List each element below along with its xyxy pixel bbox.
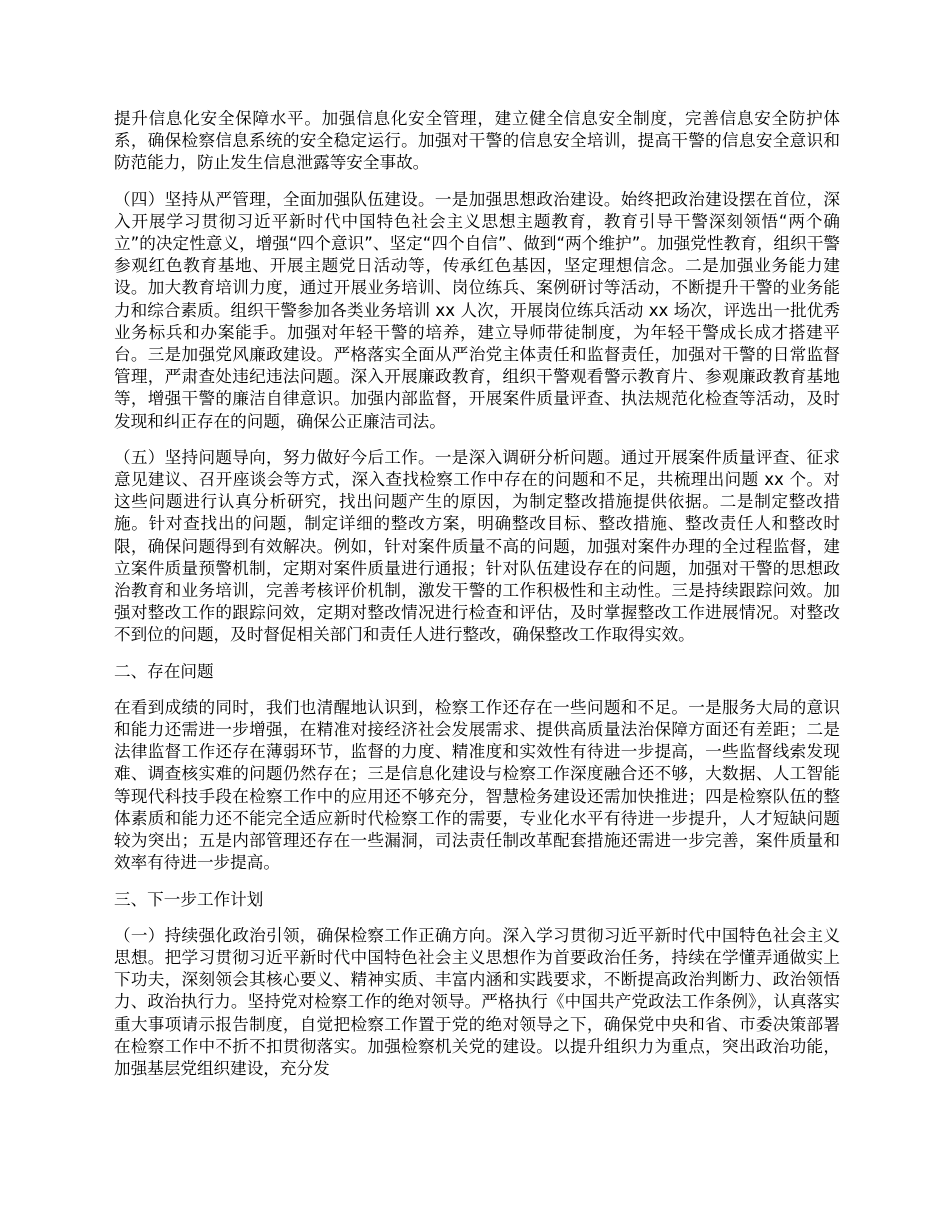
paragraph-problem-oriented: （五）坚持问题导向，努力做好今后工作。一是深入调研分析问题。通过开展案件质量评查、征求意见建议、召开座谈会等方式，深入查找检察工作中存在的问题和不足，共梳理出问题 xx 个。对这些问题进行认真分析研究，找出问题产生的原因，为制定整改措施提供依据。二是制定整改措施。针对查找出的问题，制定详细的整改方案，明确整改目标、整改措施、整改责任人和整改时限，确保问题得到有效解决。例如，针对案件质量不高的问题，加强对案件办理的全过程监督，建立案件质量预警机制，定期对案件质量进行通报；针对队伍建设存在的问题，加强对干警的思想政治教育和业务培训，完善考核评价机制，激发干警的工作积极性和主动性。三是持续跟踪问效。加强对整改工作的跟踪问效，定期对整改情况进行检查和评估，及时掌握整改工作进展情况。对整改不到位的问题，及时督促相关部门和责任人进行整改，确保整改工作取得实效。	[114, 447, 840, 645]
paragraph-team-building: （四）坚持从严管理，全面加强队伍建设。一是加强思想政治建设。始终把政治建设摆在首位，深入开展学习贯彻习近平新时代中国特色社会主义思想主题教育，教育引导干警深刻领悟“两个确立”的决定性意义，增强“四个意识”、坚定“四个自信”、做到“两个维护”。加强党性教育，组织干警参观红色教育基地、开展主题党日活动等，传承红色基因，坚定理想信念。二是加强业务能力建设。加大教育培训力度，通过开展业务培训、岗位练兵、案例研讨等活动，不断提升干警的业务能力和综合素质。组织干警参加各类业务培训 xx 人次，开展岗位练兵活动 xx 场次，评选出一批优秀业务标兵和办案能手。加强对年轻干警的培养，建立导师带徒制度，为年轻干警成长成才搭建平台。三是加强党风廉政建设。严格落实全面从严治党主体责任和监督责任，加强对干警的日常监督管理，严肃查处违纪违法问题。深入开展廉政教育，组织干警观看警示教育片、参观廉政教育基地等，增强干警的廉洁自律意识。加强内部监督，开展案件质量评查、执法规范化检查等活动，及时发现和纠正存在的问题，确保公正廉洁司法。	[114, 189, 840, 431]
heading-next-plan: 三、下一步工作计划	[114, 889, 264, 909]
document-page	[114, 108, 840, 1094]
paragraph-info-security: 提升信息化安全保障水平。加强信息化安全管理，建立健全信息安全制度，完善信息安全防护体系，确保检察信息系统的安全稳定运行。加强对干警的信息安全培训，提高干警的信息安全意识和防范能力，防止发生信息泄露等安全事故。	[114, 109, 840, 173]
heading-existing-problems: 二、存在问题	[114, 661, 214, 681]
paragraph-existing-problems: 在看到成绩的同时，我们也清醒地认识到，检察工作还存在一些问题和不足。一是服务大局的意识和能力还需进一步增强，在精准对接经济社会发展需求、提供高质量法治保障方面还有差距；二是法律监督工作还存在薄弱环节，监督的力度、精准度和实效性有待进一步提高，一些监督线索发现难、调查核实难的问题仍然存在；三是信息化建设与检察工作深度融合还不够，大数据、人工智能等现代科技手段在检察工作中的应用还不够充分，智慧检务建设还需加快推进；四是检察队伍的整体素质和能力还不能完全适应新时代检察工作的需要，专业化水平有待进一步提升，人才短缺问题较为突出；五是内部管理还存在一些漏洞，司法责任制改革配套措施还需进一步完善，案件质量和效率有待进一步提高。	[114, 697, 840, 873]
paragraph-political-guidance: （一）持续强化政治引领，确保检察工作正确方向。深入学习贯彻习近平新时代中国特色社会主义思想。把学习贯彻习近平新时代中国特色社会主义思想作为首要政治任务，持续在学懂弄通做实上下功夫，深刻领会其核心要义、精神实质、丰富内涵和实践要求，不断提高政治判断力、政治领悟力、政治执行力。坚持党对检察工作的绝对领导。严格执行《中国共产党政法工作条例》，认真落实重大事项请示报告制度，自觉把检察工作置于党的绝对领导之下，确保党中央和省、市委决策部署在检察工作中不折不扣贯彻落实。加强检察机关党的建设。以提升组织力为重点，突出政治功能，加强基层党组织建设，充分发	[114, 925, 840, 1078]
